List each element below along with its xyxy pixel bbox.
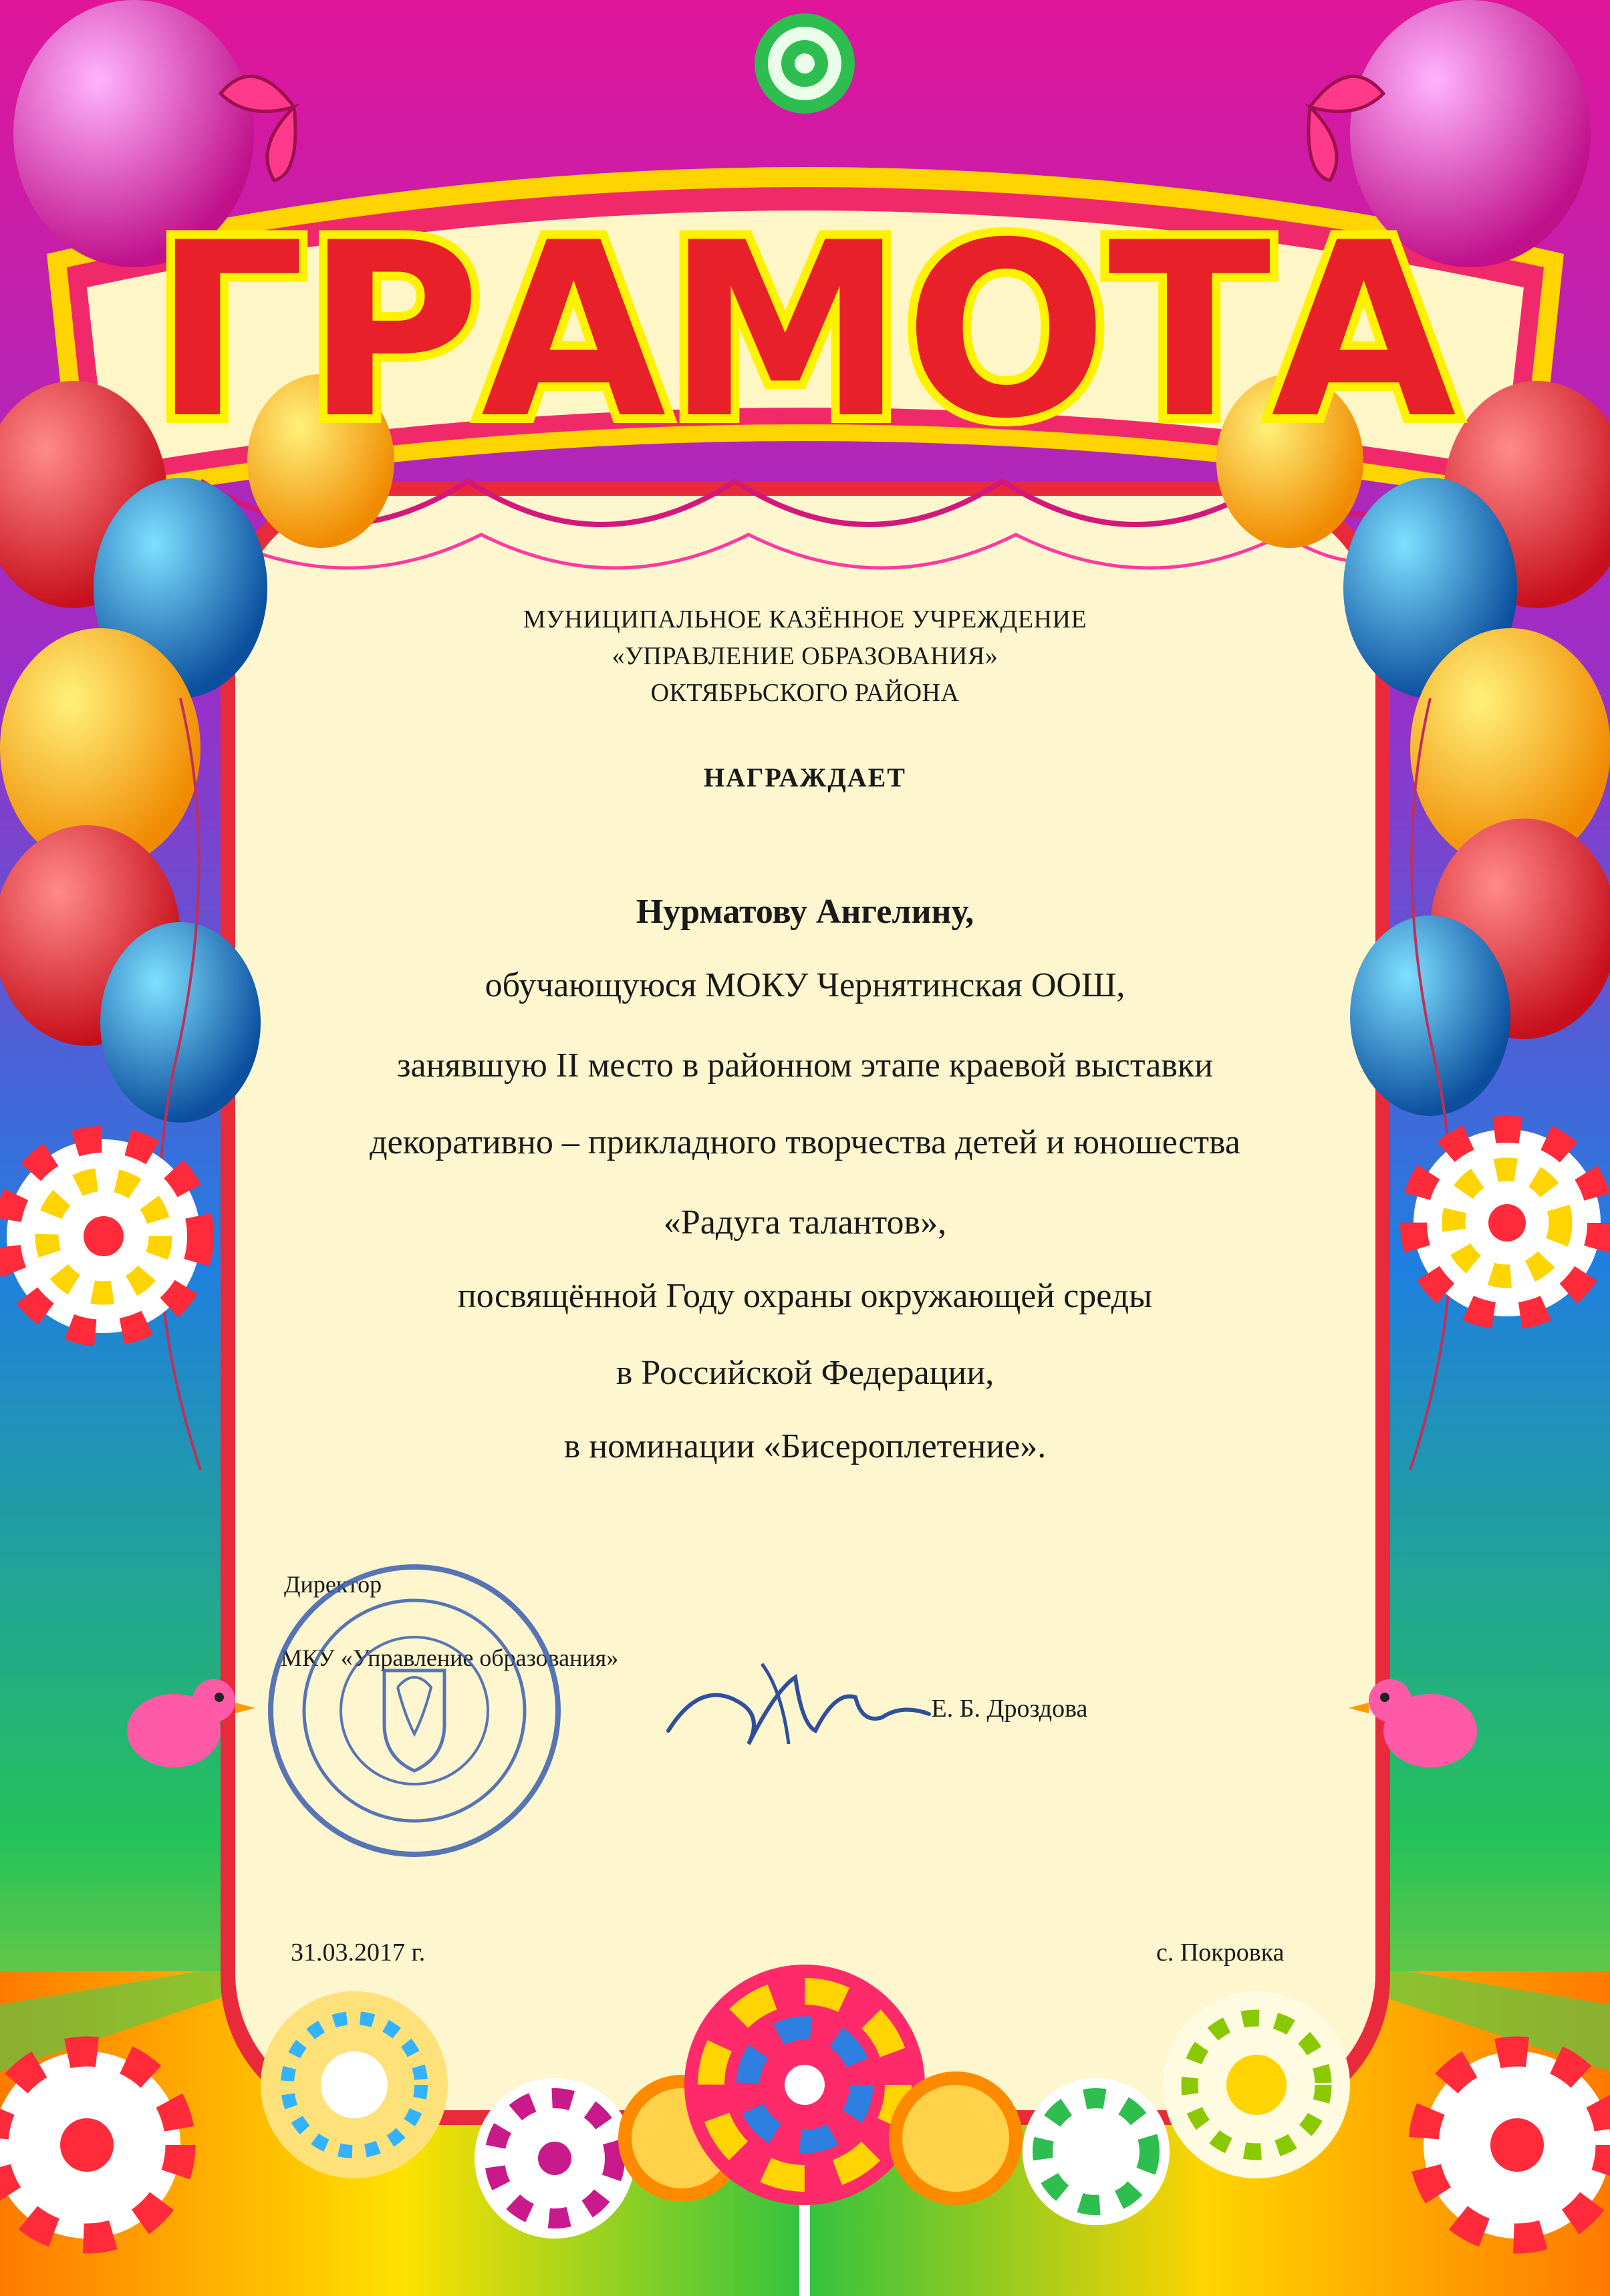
organization-line-1: МУНИЦИПАЛЬНОЕ КАЗЁННОЕ УЧРЕЖДЕНИЕ [523,605,1087,633]
issue-place: с. Покровка [1156,1939,1285,1967]
awards-heading: НАГРАЖДАЕТ [704,762,906,793]
body-line-2: занявшую II место в районном этапе краевой выставки [397,1046,1213,1085]
body-line-6: в Российской Федерации, [616,1354,994,1392]
organization-line-3: ОКТЯБРЬСКОГО РАЙОНА [650,679,960,707]
issue-date: 31.03.2017 г. [291,1939,426,1967]
signatory-position-line-1: Директор [284,1571,382,1598]
organization-line-2: «УПРАВЛЕНИЕ ОБРАЗОВАНИЯ» [612,642,998,670]
body-line-5: посвящённой Году охраны окружающей среды [457,1277,1153,1315]
recipient-name: Нурматову Ангелину, [636,893,974,931]
body-line-7: в номинации «Бисероплетение». [563,1427,1047,1465]
signatory-name: – Е. Б. Дроздова [912,1695,1088,1723]
body-line-4: «Радуга талантов», [663,1203,947,1242]
body-line-1: обучающуюся МОКУ Чернятинская ООШ, [485,966,1125,1004]
official-stamp [261,1557,568,1864]
signature [662,1651,942,1757]
title-text: ГРАМОТА [153,191,1458,468]
body-line-3: декоративно – прикладного творчества детей и юношества [370,1123,1240,1161]
certificate-title [0,0,1610,468]
signatory-position-line-2: МКУ «Управление образования» [281,1644,619,1671]
